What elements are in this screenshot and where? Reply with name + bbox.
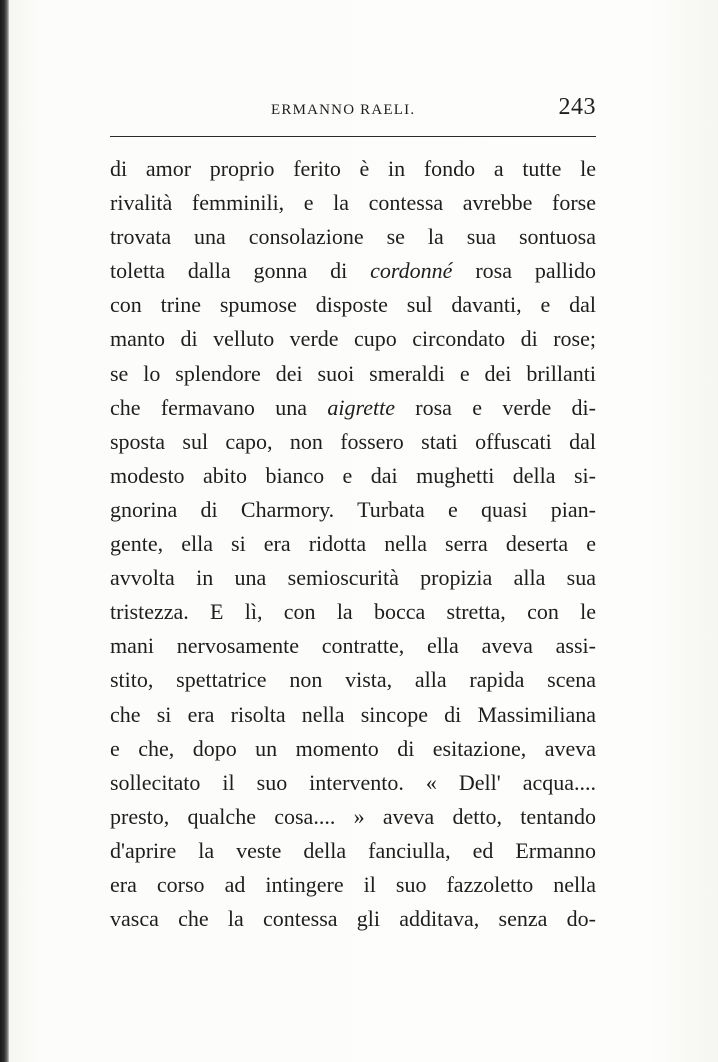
text-line bbox=[110, 357, 596, 391]
text-segment: se lo splendore dei suoi smeraldi e dei brillanti bbox=[110, 360, 596, 386]
text-segment: mani nervosamente contratte, ella aveva assi- bbox=[110, 633, 596, 659]
text-line bbox=[110, 834, 596, 868]
text-line bbox=[110, 732, 596, 766]
text-line bbox=[110, 800, 596, 834]
text-segment: gente, ella si era ridotta nella serra deserta e bbox=[110, 531, 596, 557]
text-segment: vasca che la contessa gli additava, senza do- bbox=[110, 906, 596, 932]
text-line bbox=[110, 322, 596, 356]
text-segment: d'aprire la veste della fanciulla, ed Ermanno bbox=[110, 837, 596, 863]
text-line bbox=[110, 766, 596, 800]
text-segment: tristezza. E lì, con la bocca stretta, con le bbox=[110, 599, 596, 625]
text-segment: di amor proprio ferito è in fondo a tutte le bbox=[110, 156, 596, 181]
text-line bbox=[110, 186, 596, 220]
text-line bbox=[110, 152, 596, 186]
text-line bbox=[110, 220, 596, 254]
page-number: 243 bbox=[558, 94, 596, 120]
text-line bbox=[110, 425, 596, 459]
text-line bbox=[110, 868, 596, 902]
italic-text-segment: cordonné bbox=[370, 258, 453, 284]
text-line bbox=[110, 629, 596, 663]
text-segment: rosa e verde di- bbox=[394, 394, 596, 420]
text-segment: con trine spumose disposte sul davanti, e dal bbox=[110, 292, 596, 318]
book-binding-edge bbox=[0, 0, 9, 1062]
text-segment: trovata una consolazione se la sua sontuosa bbox=[110, 224, 596, 250]
text-line bbox=[110, 527, 596, 561]
text-line bbox=[110, 493, 596, 527]
text-segment: manto di velluto verde cupo circondato di rose; bbox=[110, 326, 596, 352]
text-line bbox=[110, 561, 596, 595]
text-segment: avvolta in una semioscurità propizia alla sua bbox=[110, 565, 596, 591]
text-segment: rosa pallido bbox=[452, 258, 596, 284]
text-line bbox=[110, 288, 596, 322]
text-segment: rivalità femminili, e la contessa avrebbe forse bbox=[110, 190, 596, 216]
text-line bbox=[110, 595, 596, 629]
header-rule bbox=[110, 136, 596, 137]
text-segment: che fermavano una bbox=[110, 394, 328, 420]
text-line bbox=[110, 459, 596, 493]
running-title: ERMANNO RAELI. bbox=[271, 102, 416, 118]
text-line bbox=[110, 902, 596, 936]
body-text bbox=[110, 152, 596, 936]
text-segment: sollecitato il suo intervento. « Dell' acqua.... bbox=[110, 769, 596, 795]
text-segment: e che, dopo un momento di esitazione, aveva bbox=[110, 735, 596, 761]
text-line bbox=[110, 698, 596, 732]
text-segment: sposta sul capo, non fossero stati offuscati dal bbox=[110, 428, 596, 454]
text-segment: era corso ad intingere il suo fazzoletto nella bbox=[110, 871, 596, 897]
text-line bbox=[110, 254, 596, 288]
page-header bbox=[110, 94, 596, 134]
text-segment: presto, qualche cosa.... » aveva detto, tentando bbox=[110, 803, 596, 829]
text-segment: che si era risolta nella sincope di Massimiliana bbox=[110, 701, 596, 727]
text-segment: modesto abito bianco e dai mughetti della si- bbox=[110, 462, 596, 488]
italic-text-segment: aigrette bbox=[327, 394, 395, 420]
text-segment: gnorina di Charmory. Turbata e quasi pian- bbox=[110, 496, 596, 522]
text-segment: toletta dalla gonna di bbox=[110, 258, 371, 284]
text-line bbox=[110, 663, 596, 697]
text-segment: stito, spettatrice non vista, alla rapida scena bbox=[110, 667, 596, 693]
text-line bbox=[110, 391, 596, 425]
